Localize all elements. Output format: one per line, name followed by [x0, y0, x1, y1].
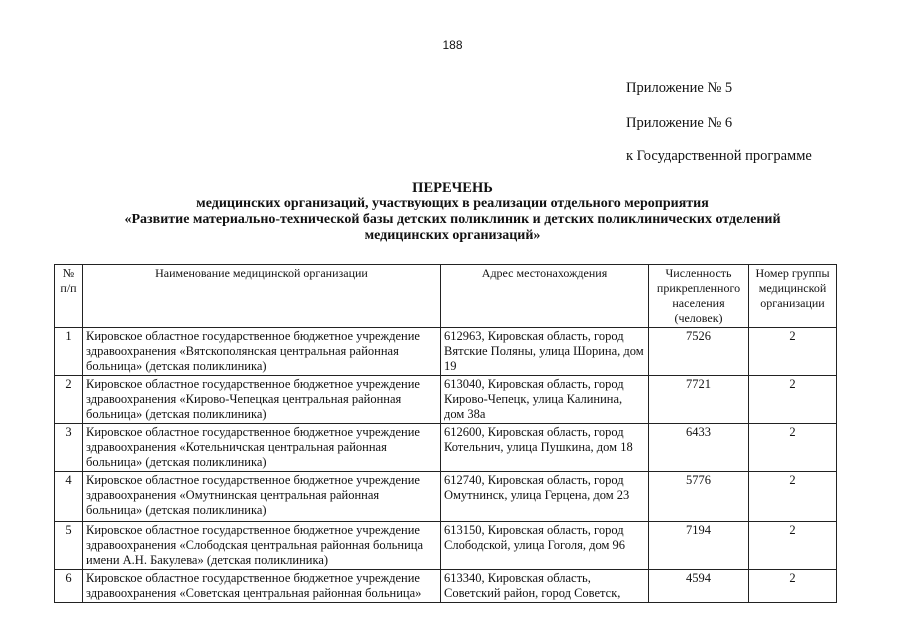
page-number: 188: [442, 38, 463, 52]
row-num: 6: [55, 570, 83, 603]
row-population: 7194: [649, 522, 749, 570]
table-row: [55, 472, 837, 522]
row-population: 6433: [649, 424, 749, 472]
row-population: 4594: [649, 570, 749, 603]
row-num: 5: [55, 522, 83, 570]
row-population: 7526: [649, 328, 749, 376]
row-num: 4: [55, 472, 83, 522]
table-row: [55, 328, 837, 376]
row-address: 613150, Кировская область, город Слободской, улица Гоголя, дом 96: [441, 522, 649, 570]
appendix-line-5: Приложение № 5: [626, 80, 733, 96]
row-address: 613340, Кировская область, Советский район, город Советск,: [441, 570, 649, 603]
row-group: 2: [749, 328, 837, 376]
table-row: [55, 570, 837, 603]
row-name: Кировское областное государственное бюджетное учреждение здравоохранения «Омутнинская центральная районная больница» (детская поликлиника): [83, 472, 441, 522]
row-population: 5776: [649, 472, 749, 522]
title-line-3: «Развитие материально-технической базы детских поликлиник и детских поликлинических отделений: [124, 212, 781, 227]
row-name: Кировское областное государственное бюджетное учреждение здравоохранения «Слободская центральная районная больница имени А.Н. Бакулева» (детская поликлиника): [83, 522, 441, 570]
organizations-table: [54, 264, 837, 603]
row-num: 2: [55, 376, 83, 424]
row-address: 613040, Кировская область, город Кирово-Чепецк, улица Калинина, дом 38а: [441, 376, 649, 424]
header-num: № п/п: [55, 265, 83, 328]
header-address: Адрес местонахождения: [441, 265, 649, 328]
header-group: Номер группы медицинской организации: [749, 265, 837, 328]
row-group: 2: [749, 522, 837, 570]
row-address: 612963, Кировская область, город Вятские Поляны, улица Шорина, дом 19: [441, 328, 649, 376]
header-name: Наименование медицинской организации: [83, 265, 441, 328]
table-row: [55, 424, 837, 472]
row-name: Кировское областное государственное бюджетное учреждение здравоохранения «Котельничская центральная районная больница» (детская поликлиника): [83, 424, 441, 472]
header-population: Численность прикрепленного населения (человек): [649, 265, 749, 328]
row-name: Кировское областное государственное бюджетное учреждение здравоохранения «Кирово-Чепецкая центральная районная больница» (детская поликлиника): [83, 376, 441, 424]
row-group: 2: [749, 570, 837, 603]
row-address: 612740, Кировская область, город Омутнинск, улица Герцена, дом 23: [441, 472, 649, 522]
row-num: 3: [55, 424, 83, 472]
row-address: 612600, Кировская область, город Котельнич, улица Пушкина, дом 18: [441, 424, 649, 472]
row-num: 1: [55, 328, 83, 376]
row-name: Кировское областное государственное бюджетное учреждение здравоохранения «Вятскополянская центральная районная больница» (детская поликлиника): [83, 328, 441, 376]
row-group: 2: [749, 472, 837, 522]
row-group: 2: [749, 424, 837, 472]
table-row: [55, 522, 837, 570]
row-name: Кировское областное государственное бюджетное учреждение здравоохранения «Советская центральная районная больница»: [83, 570, 441, 603]
title-line-4: медицинских организаций»: [364, 228, 541, 243]
table-header-row: [55, 265, 837, 328]
appendix-program-line: к Государственной программе: [626, 148, 812, 164]
row-group: 2: [749, 376, 837, 424]
appendix-line-6: Приложение № 6: [626, 115, 733, 131]
table-row: [55, 376, 837, 424]
document-title: [60, 180, 845, 244]
title-heading: ПЕРЕЧЕНЬ: [412, 180, 493, 196]
title-line-2: медицинских организаций, участвующих в реализации отдельного мероприятия: [196, 196, 709, 211]
table-body: [55, 328, 837, 603]
row-population: 7721: [649, 376, 749, 424]
